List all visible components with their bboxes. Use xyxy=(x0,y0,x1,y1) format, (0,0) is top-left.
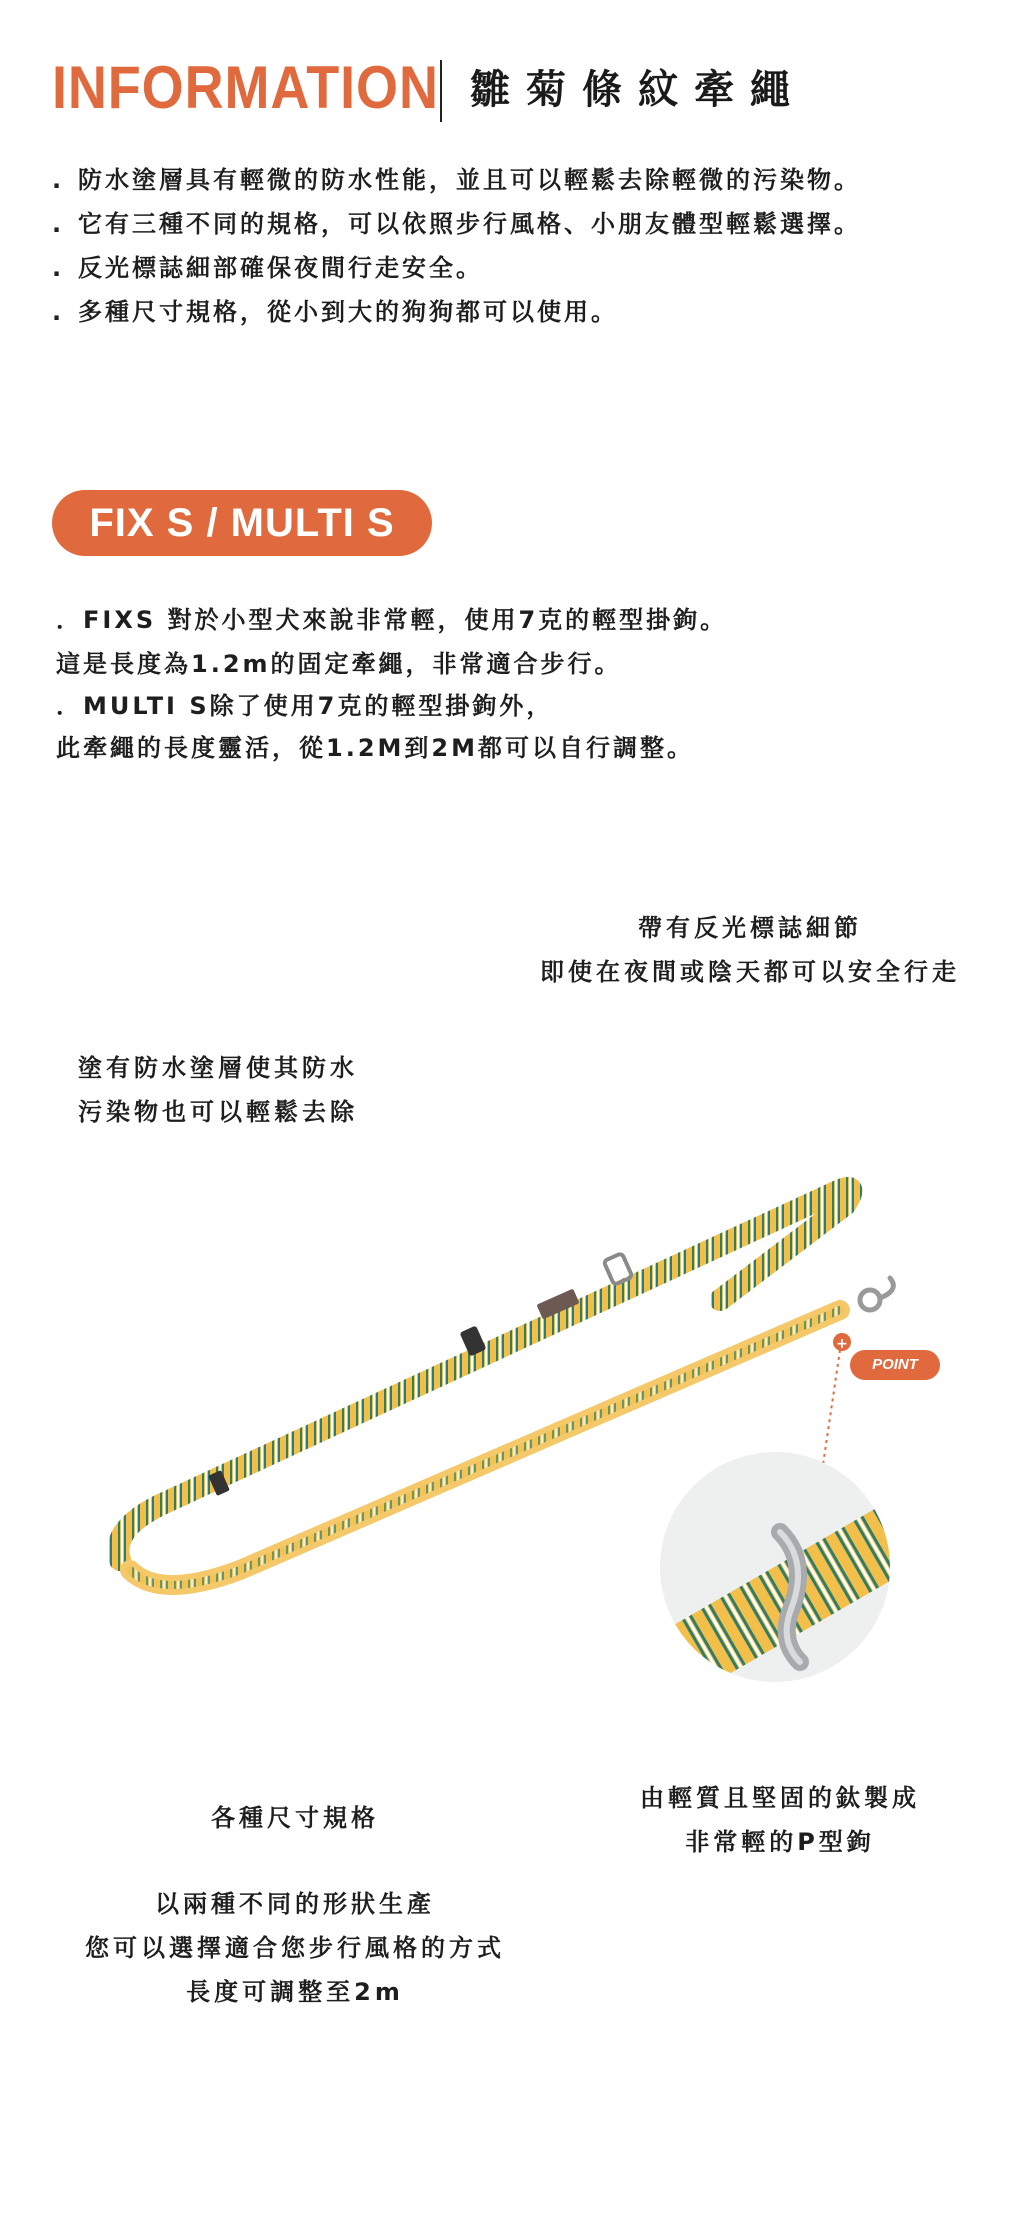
hook-closeup-image xyxy=(660,1452,890,1682)
waterproof-caption: 塗有防水塗層使其防水 污染物也可以輕鬆去除 xyxy=(78,1054,358,1126)
svg-text:+: + xyxy=(836,1336,848,1352)
hook-zoom-detail xyxy=(660,1452,890,1682)
feature-item: . 反光標誌細部確保夜間行走安全。 xyxy=(52,246,861,290)
product-name: 雛菊條紋牽繩 xyxy=(470,67,806,113)
point-badge: POINT xyxy=(850,1350,940,1380)
sizes-title: 各種尺寸規格 xyxy=(211,1804,379,1832)
feature-item: . 防水塗層具有輕微的防水性能，並且可以輕鬆去除輕微的污染物。 xyxy=(52,158,861,202)
reflective-caption: 帶有反光標誌細節 即使在夜間或陰天都可以安全行走 xyxy=(540,914,960,986)
feature-list xyxy=(52,158,861,334)
slider-ring xyxy=(604,1253,633,1285)
product-description-line: 這是長度為1.2m的固定牽繩，非常適合步行。 xyxy=(56,650,622,678)
product-description-line: ．MULTI S除了使用7克的輕型掛鉤外， xyxy=(56,692,554,720)
hook-caption: 由輕質且堅固的鈦製成 非常輕的P型鉤 xyxy=(640,1784,920,1856)
product-description-line: 此牽繩的長度靈活，從1.2M到2M都可以自行調整。 xyxy=(56,734,694,762)
feature-item: . 它有三種不同的規格，可以依照步行風格、小朋友體型輕鬆選擇。 xyxy=(52,202,861,246)
bullet-icon: . xyxy=(52,210,65,238)
product-variant-pill: FIX S / MULTI S xyxy=(52,490,432,556)
bullet-icon: . xyxy=(52,298,65,326)
page-title: INFORMATION xyxy=(52,54,439,121)
p-hook-icon xyxy=(860,1278,893,1310)
product-description-line: ．FIXS 對於小型犬來說非常輕，使用7克的輕型掛鉤。 xyxy=(56,606,728,634)
title-divider xyxy=(440,60,442,122)
feature-item: . 多種尺寸規格，從小到大的狗狗都可以使用。 xyxy=(52,290,861,334)
bullet-icon: . xyxy=(52,254,65,282)
sizes-caption: 以兩種不同的形狀生產 您可以選擇適合您步行風格的方式 長度可調整至2m xyxy=(85,1890,505,2006)
bullet-icon: . xyxy=(52,166,65,194)
